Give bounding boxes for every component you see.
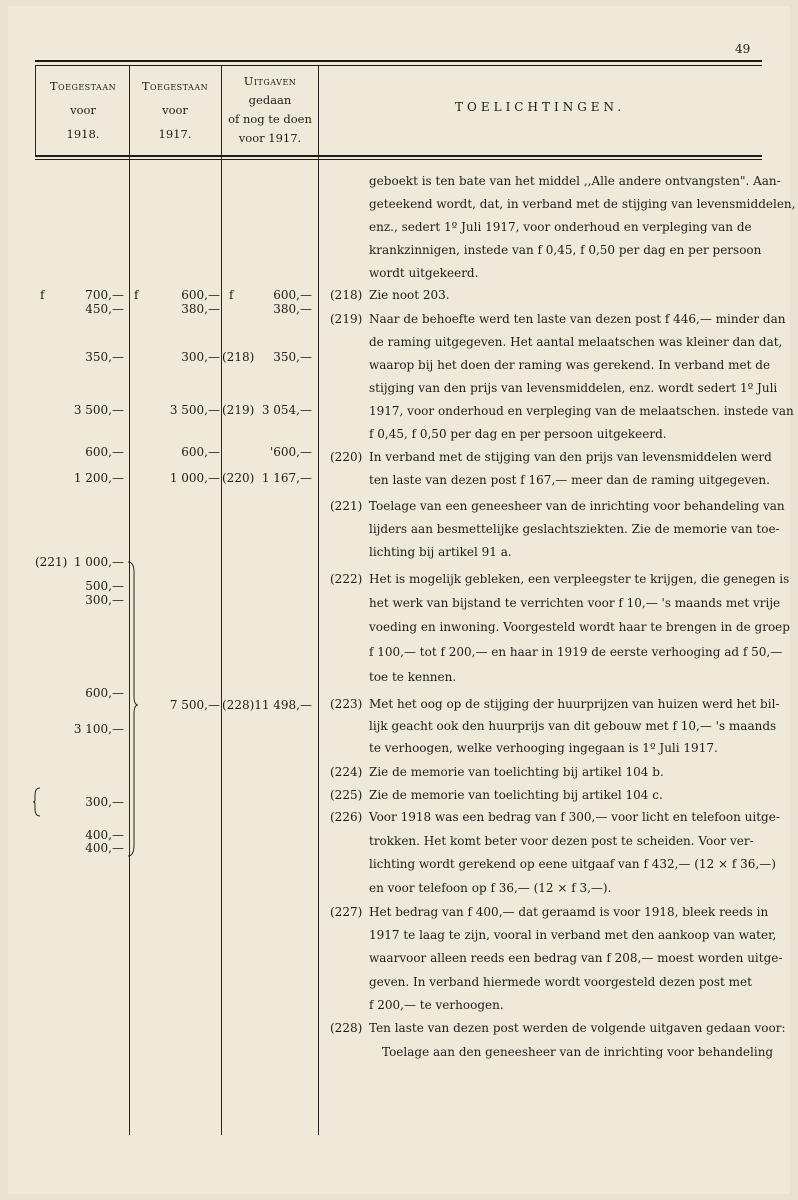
text-line: Zie de memorie van toelichting bij artikel 104 b. xyxy=(369,765,664,779)
amount-1918: 1 200,— xyxy=(73,471,124,485)
text-line: Zie noot 203. xyxy=(369,288,450,302)
note-marker: (223) xyxy=(330,697,363,711)
text-line: Met het oog op de stijging der huurprijzen van huizen werd het bil- xyxy=(369,697,780,711)
text-line: lijk geacht ook den huurprijs van dit gebouw met f 10,— 's maands xyxy=(369,719,777,733)
text-line: toe te kennen. xyxy=(369,670,457,684)
note-marker: (226) xyxy=(330,810,363,824)
amount-1918: 500,— xyxy=(85,579,124,593)
note-marker: (221) xyxy=(330,499,363,513)
text-line: stijging van den prijs van levensmiddelen, enz. wordt sedert 1º Juli xyxy=(369,381,778,395)
ref-spent: (220) xyxy=(222,471,255,485)
note-marker: (224) xyxy=(330,765,363,779)
amount-1918: 700,— xyxy=(85,288,124,302)
page-number: 49 xyxy=(735,42,751,56)
amount-1918: 3 500,— xyxy=(73,403,124,417)
ref-spent: (218) xyxy=(222,350,255,364)
brace-group-right xyxy=(126,560,138,860)
text-line: f 100,— tot f 200,— en haar in 1919 de eerste verhooging ad f 50,— xyxy=(369,645,783,659)
text-line: het werk van bijstand te verrichten voor f 10,— 's maands met vrije xyxy=(369,596,781,610)
text-line: Zie de memorie van toelichting bij artikel 104 c. xyxy=(369,788,663,802)
text-line: Ten laste van dezen post werden de volgende uitgaven gedaan voor: xyxy=(369,1021,786,1035)
text-line: In verband met de stijging van den prijs van levensmiddelen werd xyxy=(369,450,772,464)
column-divider-3 xyxy=(221,65,222,1135)
amount-spent: 11 498,— xyxy=(254,698,312,712)
amount-1918: 300,— xyxy=(85,795,124,809)
text-line: f 0,45, f 0,50 per dag en per persoon uitgekeerd. xyxy=(369,427,667,441)
text-line: krankzinnigen, instede van f 0,45, f 0,50 per dag en per persoon xyxy=(369,243,762,257)
amount-1917: 3 500,— xyxy=(169,403,220,417)
amount-1917: 600,— xyxy=(181,445,220,459)
header-toelichtingen: TOELICHTINGEN. xyxy=(455,100,626,114)
column-divider-1 xyxy=(35,65,36,157)
amount-1918: 600,— xyxy=(85,686,124,700)
brace-small-left xyxy=(32,787,42,817)
ref-spent: (228) xyxy=(222,698,255,712)
amount-1918: 600,— xyxy=(85,445,124,459)
currency-f-1918: f xyxy=(40,288,45,302)
currency-f-spent: f xyxy=(229,288,234,302)
amount-1918: 300,— xyxy=(85,593,124,607)
note-marker: (228) xyxy=(330,1021,363,1035)
amount-1917: 7 500,— xyxy=(169,698,220,712)
amount-1918: 350,— xyxy=(85,350,124,364)
text-line: de raming uitgegeven. Het aantal melaatschen was kleiner dan dat, xyxy=(369,335,783,349)
amount-spent: 3 054,— xyxy=(261,403,312,417)
text-line: Het bedrag van f 400,— dat geraamd is voor 1918, bleek reeds in xyxy=(369,905,769,919)
text-line: Toelage aan den geneesheer van de inrichting voor behandeling xyxy=(382,1045,774,1059)
text-line: waarvoor alleen reeds een bedrag van f 208,— moest worden uitge- xyxy=(369,951,783,965)
text-line: Toelage van een geneesheer van de inrichting voor behandeling van xyxy=(369,499,785,513)
note-marker: (219) xyxy=(330,312,363,326)
ref-spent: (219) xyxy=(222,403,255,417)
text-line: 1917 te laag te zijn, vooral in verband met den aankoop van water, xyxy=(369,928,777,942)
text-line: 1917, voor onderhoud en verpleging van de melaatschen. instede van xyxy=(369,404,794,418)
text-line: lijders aan besmettelijke geslachtsziekten. Zie de memorie van toe- xyxy=(369,522,780,536)
header-rule-thin xyxy=(35,159,762,160)
text-line: lichting bij artikel 91 a. xyxy=(369,545,512,559)
amount-spent: '600,— xyxy=(269,445,312,459)
header-col-1917: Toegestaan voor 1917. xyxy=(141,79,209,141)
text-line: waarop bij het doen der raming was gerekend. In verband met de xyxy=(369,358,771,372)
text-line: Voor 1918 was een bedrag van f 300,— voor licht en telefoon uitge- xyxy=(369,810,780,824)
top-rule-thin xyxy=(35,65,762,66)
text-line: Het is mogelijk gebleken, een verpleegster te krijgen, die genegen is xyxy=(369,572,790,586)
amount-1918: 1 000,— xyxy=(73,555,124,569)
amount-spent: 1 167,— xyxy=(261,471,312,485)
header-rule xyxy=(35,155,762,157)
amount-1917: 300,— xyxy=(181,350,220,364)
text-line: lichting wordt gerekend op eene uitgaaf van f 432,— (12 × f 36,—) xyxy=(369,857,776,871)
amount-1917: 380,— xyxy=(181,302,220,316)
text-line: wordt uitgekeerd. xyxy=(369,266,479,280)
ref-1918: (221) xyxy=(35,555,68,569)
text-line: en voor telefoon op f 36,— (12 × f 3,—). xyxy=(369,881,612,895)
text-line: trokken. Het komt beter voor dezen post te scheiden. Voor ver- xyxy=(369,834,754,848)
text-line: ten laste van dezen post f 167,— meer dan de raming uitgegeven. xyxy=(369,473,770,487)
text-line: geboekt is ten bate van het middel ,,Alle andere ontvangsten". Aan- xyxy=(369,174,781,188)
text-line: Naar de behoefte werd ten laste van dezen post f 446,— minder dan xyxy=(369,312,786,326)
note-marker: (218) xyxy=(330,288,363,302)
text-line: f 200,— te verhoogen. xyxy=(369,998,504,1012)
top-rule xyxy=(35,60,762,62)
amount-1918: 3 100,— xyxy=(73,722,124,736)
text-line: geven. In verband hiermede wordt voorgesteld dezen post met xyxy=(369,975,752,989)
amount-spent: 350,— xyxy=(273,350,312,364)
text-line: te verhoogen, welke verhooging ingegaan is 1º Juli 1917. xyxy=(369,741,718,755)
amount-1917: 1 000,— xyxy=(169,471,220,485)
note-marker: (220) xyxy=(330,450,363,464)
column-divider-4 xyxy=(318,65,319,1135)
amount-1918: 400,— xyxy=(85,828,124,842)
amount-1918: 400,— xyxy=(85,841,124,855)
text-line: voeding en inwoning. Voorgesteld wordt haar te brengen in de groep xyxy=(369,620,790,634)
header-col-1918: Toegestaan voor 1918. xyxy=(49,79,117,141)
text-line: enz., sedert 1º Juli 1917, voor onderhoud en verpleging van de xyxy=(369,220,752,234)
amount-1918: 450,— xyxy=(85,302,124,316)
note-marker: (222) xyxy=(330,572,363,586)
currency-f-1917: f xyxy=(134,288,139,302)
note-marker: (227) xyxy=(330,905,363,919)
note-marker: (225) xyxy=(330,788,363,802)
text-line: geteekend wordt, dat, in verband met de stijging van levensmiddelen, xyxy=(369,197,796,211)
amount-spent: 380,— xyxy=(273,302,312,316)
amount-1917: 600,— xyxy=(181,288,220,302)
header-col-spent: Uitgaven gedaan of nog te doen voor 1917. xyxy=(228,74,312,145)
amount-spent: 600,— xyxy=(273,288,312,302)
